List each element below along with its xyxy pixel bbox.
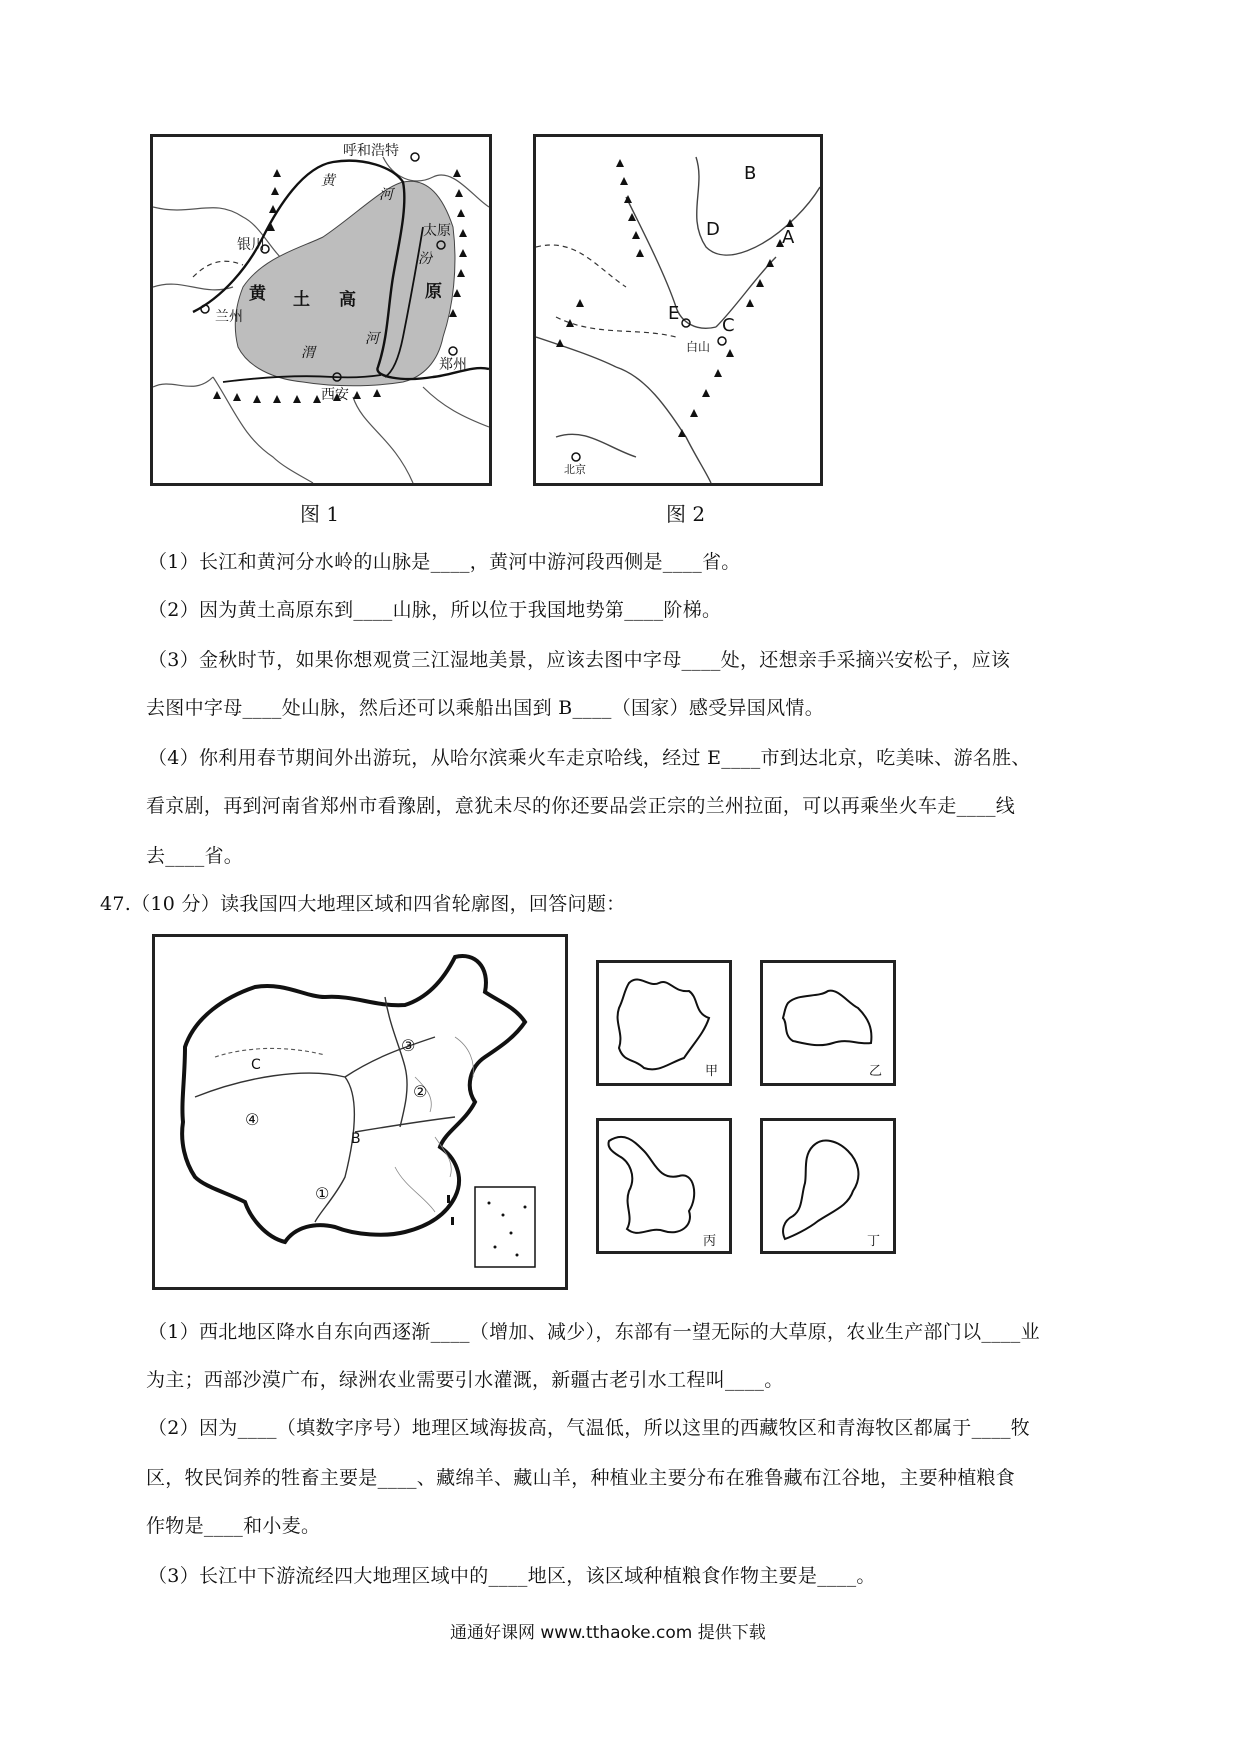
changbai-mountains: [678, 349, 734, 437]
label-yi: 乙: [869, 1064, 883, 1079]
q46-part4-line1: （4）你利用春节期间外出游玩，从哈尔滨乘火车走京哈线，经过 E____市到达北京，吃美味、游名胜、: [148, 747, 1031, 769]
label-huang: 黄: [321, 173, 335, 189]
q46-part3-line2: 去图中字母____处山脉，然后还可以乘船出国到 B____（国家）感受异国风情。: [146, 697, 825, 719]
label-jia: 甲: [705, 1064, 719, 1079]
label-hohhot: 呼和浩特: [343, 143, 399, 159]
province-jia-map: [596, 960, 732, 1086]
label-huang2: 黄: [249, 284, 266, 304]
label-yuan: 原: [425, 282, 442, 302]
label-fen: 汾: [418, 251, 432, 267]
q46-part3-line1: （3）金秋时节，如果你想观赏三江湿地美景，应该去图中字母____处，还想亲手采摘兴安松子，应该: [148, 649, 1011, 671]
label-c: C: [722, 315, 735, 336]
baishan-marker: [718, 337, 726, 345]
figure-2-northeast-map: [533, 134, 823, 486]
label-b: B: [744, 163, 757, 184]
guangdong-outline: [783, 1141, 858, 1239]
northeast-map-svg: [536, 137, 820, 483]
label-region-3: ③: [401, 1036, 416, 1055]
province-ding-map: [760, 1118, 896, 1254]
label-a: A: [782, 227, 795, 248]
q46-part4-line3: 去____省。: [146, 845, 244, 867]
q47-part1-line1: （1）西北地区降水自东向西逐渐____（增加、减少），东部有一望无际的大草原，农业生产部门以____业: [148, 1321, 1040, 1343]
page-footer: 通通好课网 www.tthaoke.com 提供下载: [450, 1623, 766, 1643]
label-ding: 丁: [867, 1234, 881, 1249]
beijing-marker: [572, 453, 580, 461]
yunnan-outline: [618, 979, 709, 1069]
label-he: 河: [379, 187, 393, 203]
figure-1-loess-plateau-map: [150, 134, 492, 486]
label-baishan: 白山: [686, 340, 711, 354]
qinling-mountains: [213, 389, 381, 403]
heilongjiang-outline: [608, 1137, 694, 1233]
label-he2: 河: [365, 331, 379, 347]
label-region-1: ①: [315, 1184, 330, 1203]
label-b-line: B: [351, 1131, 361, 1147]
q47-title: 47.（10 分）读我国四大地理区域和四省轮廓图，回答问题：: [100, 893, 626, 915]
zhengzhou-marker: [449, 347, 457, 355]
label-yinchuan: 银川: [237, 237, 265, 253]
hubei-outline: [783, 991, 871, 1046]
q47-part2-line3: 作物是____和小麦。: [146, 1515, 321, 1537]
south-china-sea-inset: [475, 1187, 535, 1267]
hohhot-marker: [411, 153, 419, 161]
figure-1-caption: 图 1: [300, 502, 340, 526]
china-regions-map: [152, 934, 568, 1290]
label-taiyuan: 太原: [423, 223, 451, 239]
china-map-svg: [155, 937, 565, 1287]
q46-part2: （2）因为黄土高原东到____山脉，所以位于我国地势第____阶梯。: [148, 599, 722, 621]
liao-river: [616, 367, 711, 483]
dahinggan-mountains: [556, 159, 644, 347]
label-c-line: C: [251, 1057, 261, 1073]
label-region-2: ②: [413, 1082, 428, 1101]
loess-plateau-area: [235, 181, 455, 386]
label-region-4: ④: [245, 1110, 260, 1129]
q46-part4-line2: 看京剧，再到河南省郑州市看豫剧，意犹未尽的你还要品尝正宗的兰州拉面，可以再乘坐火车走____线: [146, 795, 1016, 817]
label-e: E: [668, 303, 680, 324]
label-xian: 西安: [321, 387, 349, 403]
province-bing-map: [596, 1118, 732, 1254]
label-beijing: 北京: [564, 463, 586, 476]
label-tu: 土: [293, 290, 310, 310]
q47-part2-line1: （2）因为____（填数字序号）地理区域海拔高，气温低，所以这里的西藏牧区和青海牧区都属于____牧: [148, 1417, 1031, 1439]
q47-part3: （3）长江中下游流经四大地理区域中的____地区，该区域种植粮食作物主要是____。: [148, 1565, 876, 1587]
loess-map-svg: [153, 137, 489, 483]
label-d: D: [706, 219, 720, 240]
label-bing: 丙: [703, 1234, 717, 1249]
province-yi-map: [760, 960, 896, 1086]
label-gao: 高: [339, 290, 356, 310]
label-wei: 渭: [301, 345, 315, 361]
helan-mountains: [267, 169, 281, 231]
label-zhengzhou: 郑州: [439, 357, 467, 373]
q47-part1-line2: 为主；西部沙漠广布，绿洲农业需要引水灌溉，新疆古老引水工程叫____。: [146, 1369, 784, 1391]
figure-2-caption: 图 2: [666, 502, 706, 526]
label-lanzhou: 兰州: [215, 309, 243, 325]
q47-part2-line2: 区，牧民饲养的牲畜主要是____、藏绵羊、藏山羊，种植业主要分布在雅鲁藏布江谷地，主要种植粮食: [146, 1467, 1016, 1489]
q46-part1: （1）长江和黄河分水岭的山脉是____，黄河中游河段西侧是____省。: [148, 551, 741, 573]
heilongjiang-river: [696, 157, 820, 255]
